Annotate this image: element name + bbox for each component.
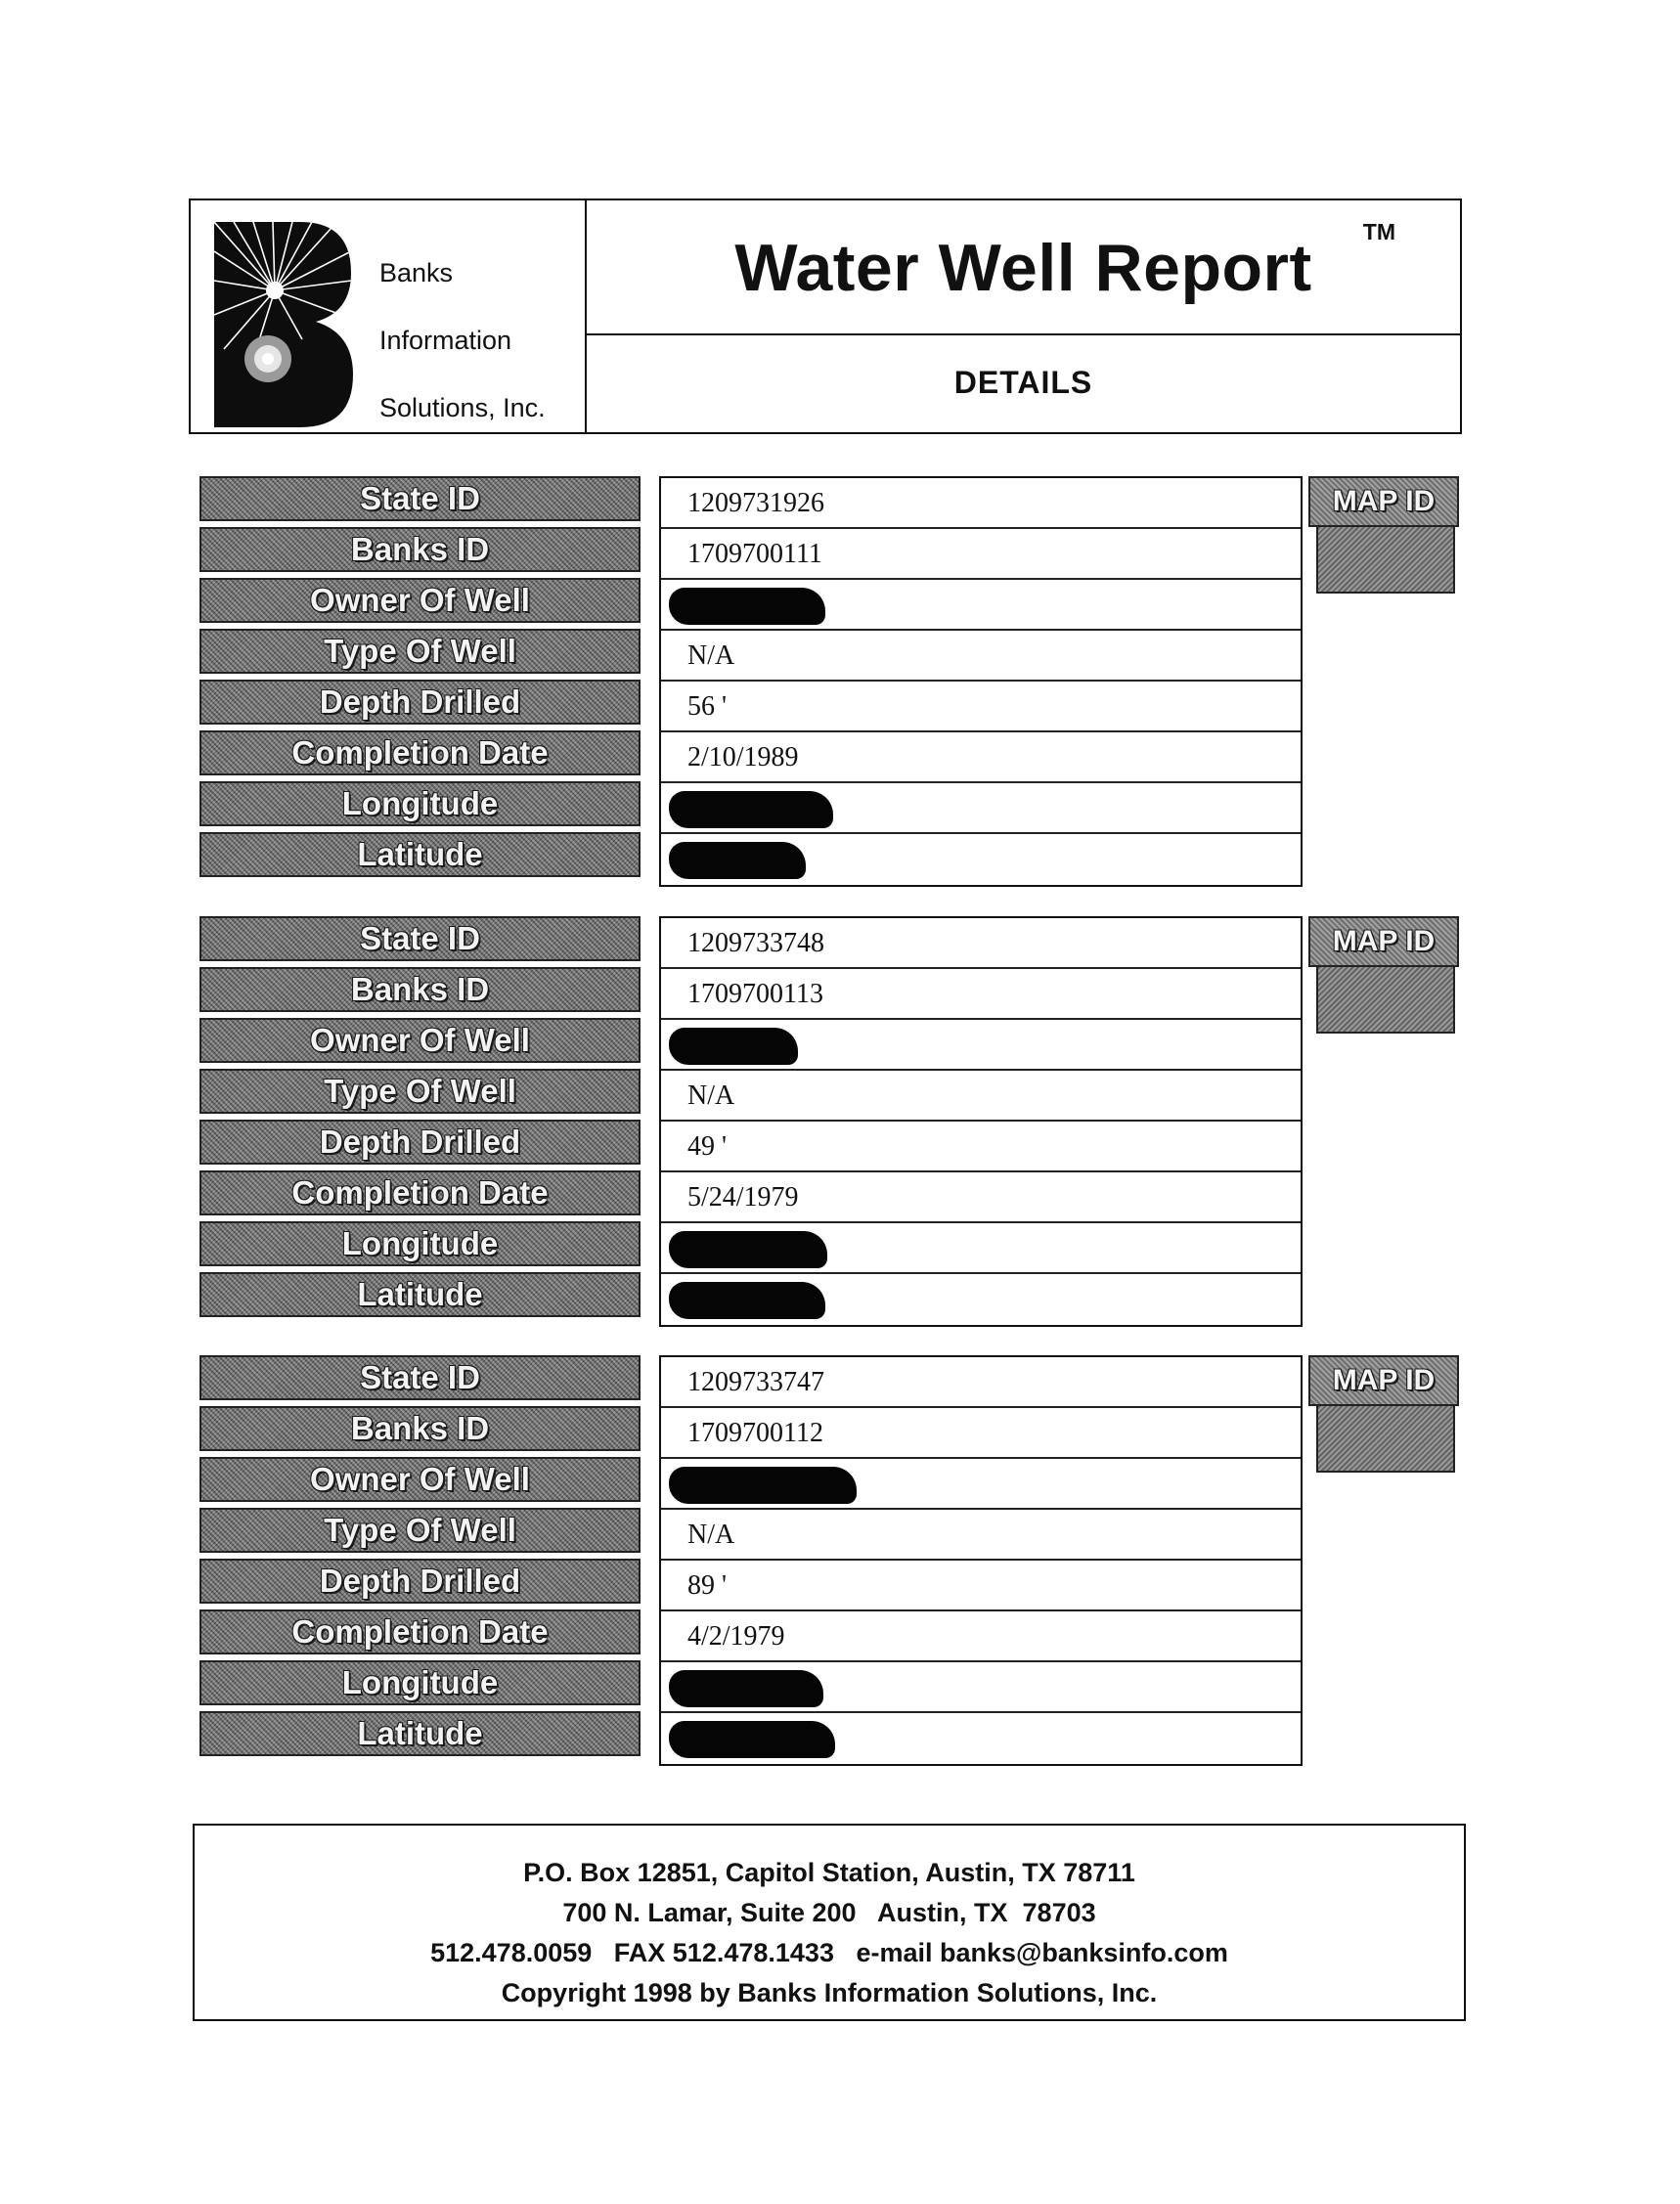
footer-copyright: Copyright 1998 by Banks Information Solutions, Inc.	[501, 1978, 1158, 2007]
field-labels	[199, 916, 641, 1323]
label-type-of-well: Type Of Well	[199, 1508, 641, 1553]
completion-date-value: 4/2/1979	[661, 1611, 1301, 1662]
field-values	[659, 476, 1303, 887]
state-id-value: 1209731926	[661, 478, 1301, 529]
label-completion-date: Completion Date	[199, 1609, 641, 1654]
latitude-value	[661, 1274, 1301, 1325]
owner-of-well-value	[661, 580, 1301, 631]
latitude-value	[661, 1713, 1301, 1764]
company-line-3: Solutions, Inc.	[379, 393, 546, 422]
label-banks-id: Banks ID	[199, 527, 641, 572]
label-completion-date: Completion Date	[199, 730, 641, 775]
label-depth-drilled: Depth Drilled	[199, 680, 641, 725]
label-owner-of-well: Owner Of Well	[199, 578, 641, 623]
map-id-value	[1316, 527, 1455, 594]
longitude-value	[661, 1662, 1301, 1713]
redaction-mark	[669, 588, 825, 625]
redaction-mark	[669, 1721, 835, 1758]
label-banks-id: Banks ID	[199, 967, 641, 1012]
label-state-id: State ID	[199, 476, 641, 521]
banks-id-value: 1709700111	[661, 529, 1301, 580]
depth-drilled-value: 56 '	[661, 682, 1301, 732]
label-state-id: State ID	[199, 916, 641, 961]
type-of-well-value: N/A	[661, 1510, 1301, 1561]
title-cell	[587, 200, 1460, 432]
map-id-label: MAP ID	[1308, 476, 1459, 527]
label-depth-drilled: Depth Drilled	[199, 1120, 641, 1165]
footer-po-box: P.O. Box 12851, Capitol Station, Austin, TX 78711	[523, 1858, 1135, 1887]
longitude-value	[661, 1223, 1301, 1274]
label-owner-of-well: Owner Of Well	[199, 1018, 641, 1063]
label-latitude: Latitude	[199, 1711, 641, 1756]
report-footer	[193, 1824, 1466, 2021]
redaction-mark	[669, 1028, 798, 1065]
trademark: TM	[1362, 219, 1395, 244]
field-values	[659, 916, 1303, 1327]
redaction-mark	[669, 1231, 827, 1268]
map-id-box	[1308, 916, 1459, 1034]
map-id-label: MAP ID	[1308, 916, 1459, 967]
redaction-mark	[669, 1467, 857, 1504]
type-of-well-value: N/A	[661, 1071, 1301, 1122]
label-longitude: Longitude	[199, 1660, 641, 1705]
type-of-well-value: N/A	[661, 631, 1301, 682]
label-depth-drilled: Depth Drilled	[199, 1559, 641, 1604]
redaction-mark	[669, 1282, 825, 1319]
label-banks-id: Banks ID	[199, 1406, 641, 1451]
well-record-2	[199, 916, 1459, 1327]
redaction-mark	[669, 842, 806, 879]
label-latitude: Latitude	[199, 832, 641, 877]
label-latitude: Latitude	[199, 1272, 641, 1317]
company-line-1: Banks	[379, 258, 454, 287]
title-row	[587, 200, 1460, 335]
banks-logo-icon	[214, 222, 353, 427]
label-state-id: State ID	[199, 1355, 641, 1400]
map-id-value	[1316, 1406, 1455, 1473]
field-values	[659, 1355, 1303, 1766]
footer-contact: 512.478.0059 FAX 512.478.1433 e-mail banks@banksinfo.com	[430, 1938, 1228, 1967]
company-line-2: Information	[379, 326, 512, 355]
latitude-value	[661, 834, 1301, 885]
footer-street-address: 700 N. Lamar, Suite 200 Austin, TX 78703	[562, 1898, 1096, 1927]
map-id-value	[1316, 967, 1455, 1034]
state-id-value: 1209733747	[661, 1357, 1301, 1408]
map-id-label: MAP ID	[1308, 1355, 1459, 1406]
field-labels	[199, 1355, 641, 1762]
label-owner-of-well: Owner Of Well	[199, 1457, 641, 1502]
map-id-box	[1308, 476, 1459, 594]
depth-drilled-value: 89 '	[661, 1561, 1301, 1611]
label-type-of-well: Type Of Well	[199, 629, 641, 674]
page-subtitle: DETAILS	[953, 365, 1093, 400]
logo-cell	[191, 200, 587, 432]
redaction-mark	[669, 791, 833, 828]
owner-of-well-value	[661, 1020, 1301, 1071]
label-longitude: Longitude	[199, 781, 641, 826]
banks-id-value: 1709700113	[661, 969, 1301, 1020]
owner-of-well-value	[661, 1459, 1301, 1510]
map-id-box	[1308, 1355, 1459, 1473]
field-labels	[199, 476, 641, 883]
redaction-mark	[669, 1670, 823, 1707]
company-name	[379, 240, 546, 442]
completion-date-value: 5/24/1979	[661, 1172, 1301, 1223]
report-header	[189, 198, 1462, 434]
label-longitude: Longitude	[199, 1221, 641, 1266]
state-id-value: 1209733748	[661, 918, 1301, 969]
completion-date-value: 2/10/1989	[661, 732, 1301, 783]
well-record-3	[199, 1355, 1459, 1766]
label-completion-date: Completion Date	[199, 1170, 641, 1215]
banks-id-value: 1709700112	[661, 1408, 1301, 1459]
longitude-value	[661, 783, 1301, 834]
depth-drilled-value: 49 '	[661, 1122, 1301, 1172]
well-record-1	[199, 476, 1459, 887]
page-title: Water Well Report	[734, 231, 1312, 305]
label-type-of-well: Type Of Well	[199, 1069, 641, 1114]
